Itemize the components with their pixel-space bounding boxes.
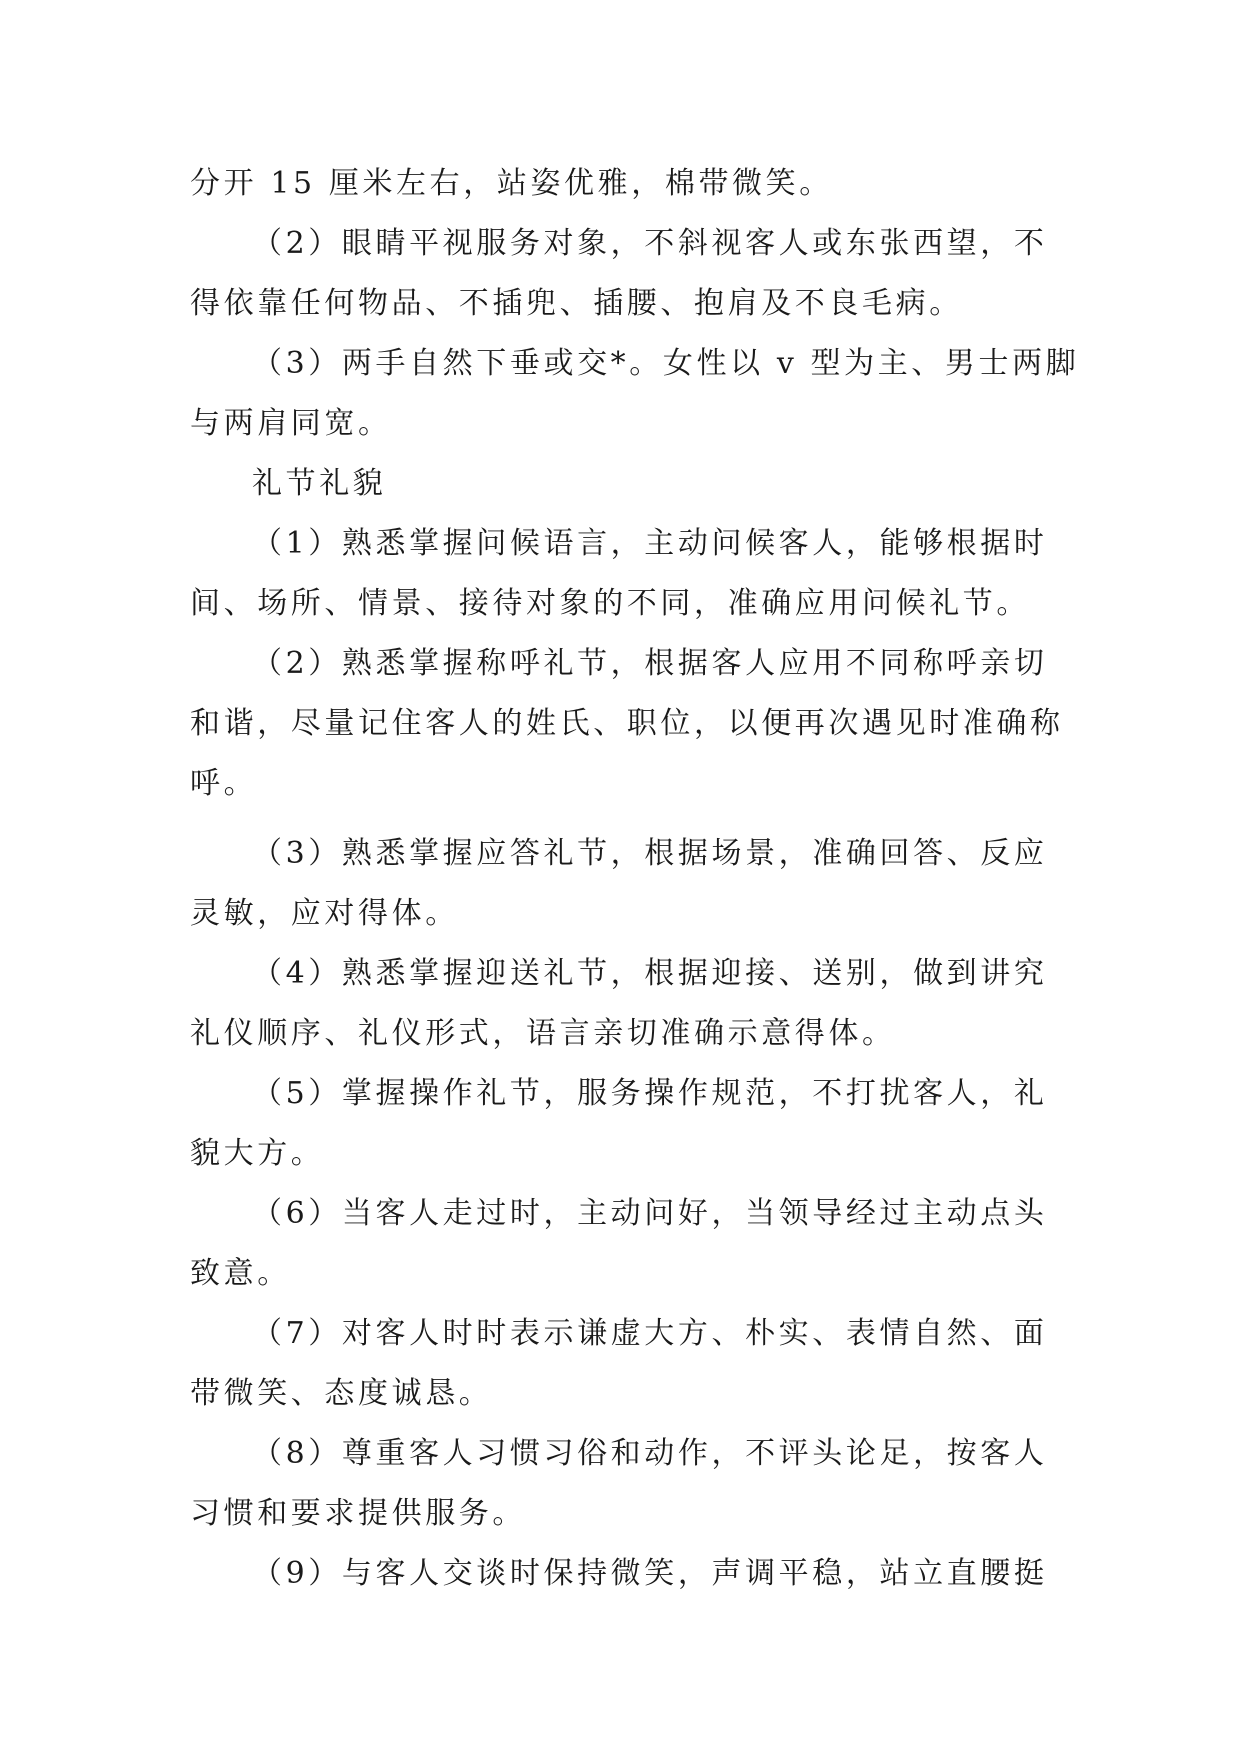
paragraph-line: 习惯和要求提供服务。 bbox=[190, 1496, 526, 1531]
paragraph-first-line: （3）两手自然下垂或交*。女性以 v 型为主、男士两脚 bbox=[252, 346, 1080, 381]
paragraph-line: 貌大方。 bbox=[190, 1136, 325, 1171]
paragraph-spacer bbox=[190, 820, 1050, 830]
paragraph-line: 礼仪顺序、礼仪形式，语言亲切准确示意得体。 bbox=[190, 1016, 896, 1051]
paragraph-line: 致意。 bbox=[190, 1256, 291, 1291]
paragraph-first-line: （2）熟悉掌握称呼礼节，根据客人应用不同称呼亲切 bbox=[252, 646, 1048, 681]
paragraph-first-line: （8）尊重客人习惯习俗和动作，不评头论足，按客人 bbox=[252, 1436, 1048, 1471]
document-body bbox=[190, 160, 1080, 1610]
paragraph-first-line: （1）熟悉掌握问候语言，主动问候客人，能够根据时 bbox=[252, 526, 1048, 561]
paragraph-line: 与两肩同宽。 bbox=[190, 406, 392, 441]
paragraph-line: 和谐，尽量记住客人的姓氏、职位，以便再次遇见时准确称 bbox=[190, 706, 1064, 741]
paragraph-line: 得依靠任何物品、不插兜、插腰、抱肩及不良毛病。 bbox=[190, 286, 963, 321]
paragraph-line: 带微笑、态度诚恳。 bbox=[190, 1376, 493, 1411]
paragraph-first-line: （5）掌握操作礼节，服务操作规范，不打扰客人，礼 bbox=[252, 1076, 1048, 1111]
paragraph-line: 分开 15 厘米左右，站姿优雅，棉带微笑。 bbox=[190, 166, 833, 201]
paragraph-first-line: 礼节礼貌 bbox=[252, 466, 387, 501]
paragraph-first-line: （7）对客人时时表示谦虚大方、朴实、表情自然、面 bbox=[252, 1316, 1048, 1351]
paragraph-line: 灵敏，应对得体。 bbox=[190, 896, 459, 931]
paragraph-first-line: （4）熟悉掌握迎送礼节，根据迎接、送别，做到讲究 bbox=[252, 956, 1048, 991]
paragraph-first-line: （9）与客人交谈时保持微笑，声调平稳，站立直腰挺 bbox=[252, 1556, 1048, 1591]
paragraph-first-line: （2）眼睛平视服务对象，不斜视客人或东张西望，不 bbox=[252, 226, 1048, 261]
paragraph-first-line: （3）熟悉掌握应答礼节，根据场景，准确回答、反应 bbox=[252, 836, 1048, 871]
paragraph-line: 呼。 bbox=[190, 766, 258, 801]
paragraph-line: 间、场所、情景、接待对象的不同，准确应用问候礼节。 bbox=[190, 586, 1030, 621]
paragraph-first-line: （6）当客人走过时，主动问好，当领导经过主动点头 bbox=[252, 1196, 1048, 1231]
